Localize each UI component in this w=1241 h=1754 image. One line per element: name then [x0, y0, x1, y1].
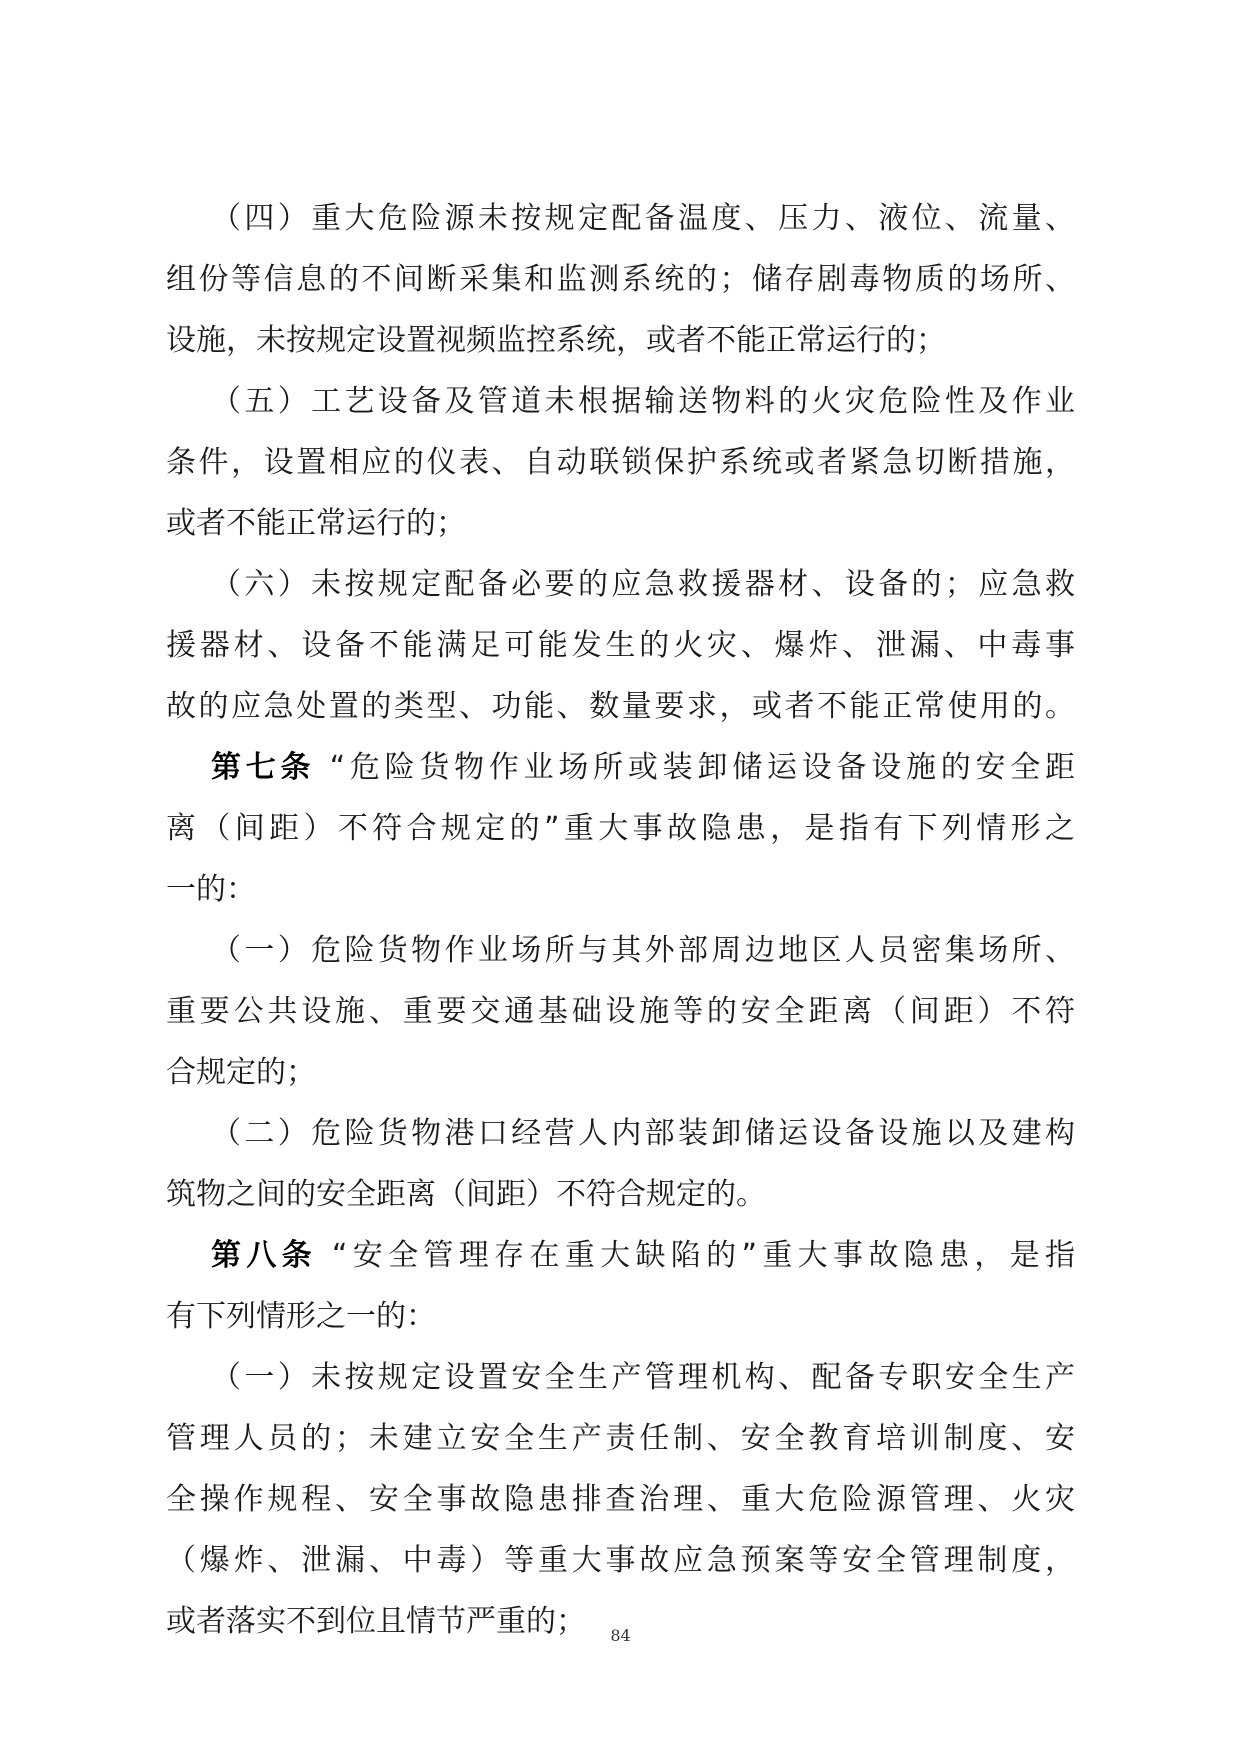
text-line: （二）危险货物港口经营人内部装卸储运设备设施以及建构	[211, 1116, 1075, 1151]
article-text: “安全管理存在重大缺陷的”重大事故隐患，是指	[331, 1238, 1075, 1273]
article-number: 第八条	[211, 1238, 318, 1273]
page-number: 84	[610, 1626, 631, 1645]
article-eight-heading-line	[166, 1225, 1075, 1286]
text-line: 全操作规程、安全事故隐患排查治理、重大危险源管理、火灾	[166, 1482, 1075, 1517]
text-line: 一的：	[166, 872, 256, 907]
text-line: 组份等信息的不间断采集和监测系统的；储存剧毒物质的场所、	[166, 262, 1075, 297]
text-line: （六）未按规定配备必要的应急救援器材、设备的；应急救	[211, 567, 1075, 602]
text-line: 离（间距）不符合规定的”重大事故隐患，是指有下列情形之	[166, 811, 1075, 846]
text-line: 有下列情形之一的：	[166, 1299, 436, 1334]
text-line: 或者不能正常运行的；	[166, 506, 466, 541]
text-line: （五）工艺设备及管道未根据输送物料的火灾危险性及作业	[211, 384, 1075, 419]
text-line: 或者落实不到位且情节严重的；	[166, 1604, 586, 1639]
text-line: 筑物之间的安全距离（间距）不符合规定的。	[166, 1177, 766, 1212]
text-line: （四）重大危险源未按规定配备温度、压力、液位、流量、	[211, 201, 1075, 236]
text-line: 合规定的；	[166, 1055, 316, 1090]
text-line: 条件，设置相应的仪表、自动联锁保护系统或者紧急切断措施，	[166, 445, 1075, 480]
text-line: 重要公共设施、重要交通基础设施等的安全距离（间距）不符	[166, 994, 1075, 1029]
text-line: （爆炸、泄漏、中毒）等重大事故应急预案等安全管理制度，	[166, 1543, 1075, 1578]
text-line: （一）未按规定设置安全生产管理机构、配备专职安全生产	[211, 1360, 1075, 1395]
text-line: 设施，未按规定设置视频监控系统，或者不能正常运行的；	[166, 323, 946, 358]
article-text: “危险货物作业场所或装卸储运设备设施的安全距	[329, 750, 1075, 785]
text-line: 管理人员的；未建立安全生产责任制、安全教育培训制度、安	[166, 1421, 1075, 1456]
text-line: 援器材、设备不能满足可能发生的火灾、爆炸、泄漏、中毒事	[166, 628, 1075, 663]
text-line: （一）危险货物作业场所与其外部周边地区人员密集场所、	[211, 933, 1075, 968]
article-number: 第七条	[211, 750, 316, 785]
article-seven-heading-line	[166, 737, 1075, 798]
document-body	[166, 188, 1075, 1652]
text-line: 故的应急处置的类型、功能、数量要求，或者不能正常使用的。	[166, 689, 1075, 724]
